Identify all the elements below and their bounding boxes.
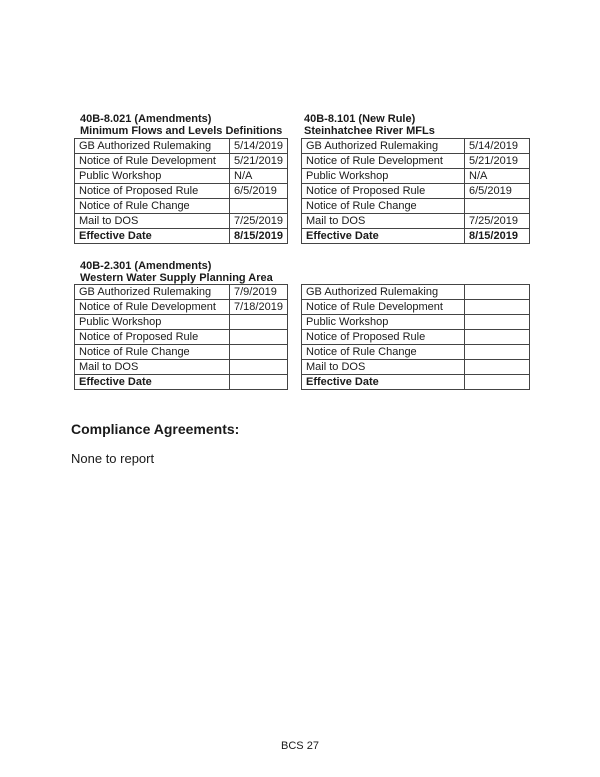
step-cell: GB Authorized Rulemaking bbox=[302, 139, 465, 154]
date-cell bbox=[465, 199, 530, 214]
step-cell: Notice of Rule Development bbox=[302, 154, 465, 169]
step-cell: Notice of Proposed Rule bbox=[75, 184, 230, 199]
date-cell: 5/14/2019 bbox=[465, 139, 530, 154]
step-cell: Effective Date bbox=[75, 229, 230, 244]
date-cell: N/A bbox=[230, 169, 288, 184]
step-cell: GB Authorized Rulemaking bbox=[302, 285, 465, 300]
date-cell: 7/25/2019 bbox=[465, 214, 530, 229]
date-cell: 5/14/2019 bbox=[230, 139, 288, 154]
table-row bbox=[75, 375, 288, 390]
date-cell: 5/21/2019 bbox=[465, 154, 530, 169]
rule-id: 40B-2.301 (Amendments) bbox=[80, 260, 212, 272]
step-cell: Public Workshop bbox=[302, 315, 465, 330]
date-cell bbox=[465, 360, 530, 375]
table-row bbox=[302, 184, 530, 199]
step-cell: Effective Date bbox=[302, 375, 465, 390]
table-row bbox=[302, 139, 530, 154]
date-cell: 8/15/2019 bbox=[465, 229, 530, 244]
table-row bbox=[75, 214, 288, 229]
table-row bbox=[302, 330, 530, 345]
date-cell: 7/18/2019 bbox=[230, 300, 288, 315]
table-row bbox=[302, 199, 530, 214]
table-row bbox=[75, 360, 288, 375]
table-row bbox=[75, 330, 288, 345]
step-cell: GB Authorized Rulemaking bbox=[75, 285, 230, 300]
step-cell: Notice of Rule Development bbox=[302, 300, 465, 315]
table-row bbox=[75, 184, 288, 199]
step-cell: Notice of Rule Development bbox=[75, 154, 230, 169]
table-row bbox=[75, 139, 288, 154]
rule-timeline-table bbox=[74, 284, 288, 390]
rule-block-title bbox=[304, 113, 435, 137]
step-cell: Notice of Rule Change bbox=[75, 199, 230, 214]
date-cell: 7/25/2019 bbox=[230, 214, 288, 229]
step-cell: Notice of Proposed Rule bbox=[302, 330, 465, 345]
date-cell bbox=[230, 315, 288, 330]
rule-timeline-table bbox=[301, 138, 530, 244]
date-cell bbox=[230, 375, 288, 390]
step-cell: Notice of Rule Change bbox=[302, 345, 465, 360]
date-cell bbox=[230, 199, 288, 214]
date-cell bbox=[230, 360, 288, 375]
table-row bbox=[302, 360, 530, 375]
table-row bbox=[302, 315, 530, 330]
date-cell bbox=[465, 300, 530, 315]
step-cell: GB Authorized Rulemaking bbox=[75, 139, 230, 154]
step-cell: Public Workshop bbox=[302, 169, 465, 184]
table-row bbox=[302, 229, 530, 244]
date-cell bbox=[465, 285, 530, 300]
date-cell bbox=[465, 315, 530, 330]
compliance-text: None to report bbox=[71, 451, 155, 466]
date-cell: 7/9/2019 bbox=[230, 285, 288, 300]
step-cell: Effective Date bbox=[302, 229, 465, 244]
step-cell: Public Workshop bbox=[75, 315, 230, 330]
rule-id: 40B-8.101 (New Rule) bbox=[304, 113, 416, 125]
rule-block-title bbox=[80, 113, 282, 137]
table-row bbox=[75, 199, 288, 214]
date-cell bbox=[230, 330, 288, 345]
table-row bbox=[302, 345, 530, 360]
rule-name: Western Water Supply Planning Area bbox=[80, 272, 273, 284]
date-cell bbox=[465, 330, 530, 345]
date-cell bbox=[465, 375, 530, 390]
date-cell: 6/5/2019 bbox=[465, 184, 530, 199]
table-row bbox=[302, 375, 530, 390]
table-row bbox=[75, 169, 288, 184]
step-cell: Notice of Rule Change bbox=[75, 345, 230, 360]
table-row bbox=[302, 214, 530, 229]
rule-timeline-table bbox=[74, 138, 288, 244]
table-row bbox=[302, 300, 530, 315]
step-cell: Notice of Rule Change bbox=[302, 199, 465, 214]
step-cell: Effective Date bbox=[75, 375, 230, 390]
table-row bbox=[75, 300, 288, 315]
step-cell: Public Workshop bbox=[75, 169, 230, 184]
step-cell: Notice of Rule Development bbox=[75, 300, 230, 315]
step-cell: Mail to DOS bbox=[302, 360, 465, 375]
page-number: BCS 27 bbox=[281, 740, 319, 752]
rule-name: Steinhatchee River MFLs bbox=[304, 125, 435, 137]
rule-name: Minimum Flows and Levels Definitions bbox=[80, 125, 283, 137]
step-cell: Notice of Proposed Rule bbox=[75, 330, 230, 345]
table-row bbox=[302, 154, 530, 169]
step-cell: Notice of Proposed Rule bbox=[302, 184, 465, 199]
rule-id: 40B-8.021 (Amendments) bbox=[80, 113, 212, 125]
date-cell: 5/21/2019 bbox=[230, 154, 288, 169]
table-row bbox=[302, 169, 530, 184]
date-cell bbox=[465, 345, 530, 360]
table-row bbox=[75, 315, 288, 330]
table-row bbox=[75, 345, 288, 360]
table-row bbox=[75, 229, 288, 244]
rule-timeline-table bbox=[301, 284, 530, 390]
step-cell: Mail to DOS bbox=[75, 214, 230, 229]
compliance-heading: Compliance Agreements: bbox=[71, 421, 240, 437]
date-cell bbox=[230, 345, 288, 360]
table-row bbox=[75, 154, 288, 169]
date-cell: 8/15/2019 bbox=[230, 229, 288, 244]
step-cell: Mail to DOS bbox=[75, 360, 230, 375]
date-cell: 6/5/2019 bbox=[230, 184, 288, 199]
date-cell: N/A bbox=[465, 169, 530, 184]
rule-block-title bbox=[80, 260, 273, 284]
table-row bbox=[75, 285, 288, 300]
table-row bbox=[302, 285, 530, 300]
step-cell: Mail to DOS bbox=[302, 214, 465, 229]
